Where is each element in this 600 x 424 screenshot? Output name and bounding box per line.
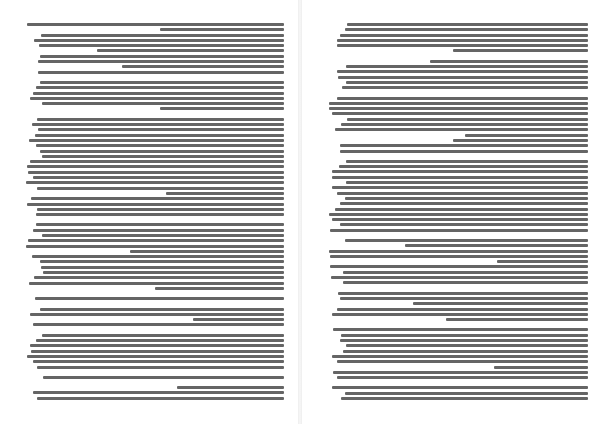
text-line (337, 192, 588, 195)
text-line (25, 218, 284, 222)
text-line (155, 287, 285, 290)
text-line (33, 92, 284, 95)
text-line (345, 392, 588, 395)
text-line (340, 339, 588, 342)
text-line (330, 255, 588, 258)
left-page-text-column (25, 23, 284, 400)
text-line (30, 97, 284, 100)
text-line (340, 202, 588, 205)
text-line (42, 155, 284, 158)
text-line (405, 244, 588, 247)
text-line (30, 160, 284, 163)
text-line (335, 128, 588, 131)
text-line (26, 245, 284, 248)
text-line (38, 71, 284, 74)
text-line (329, 107, 588, 110)
text-line (342, 86, 588, 89)
text-line (343, 281, 588, 284)
text-line (494, 366, 588, 369)
text-line (36, 223, 284, 226)
text-line (329, 323, 588, 327)
text-line (332, 176, 588, 179)
left-page (0, 0, 296, 424)
text-line (42, 234, 284, 237)
text-line (122, 65, 284, 68)
text-line (33, 391, 284, 394)
text-line (346, 181, 588, 184)
text-line (413, 302, 588, 305)
text-line (331, 276, 588, 279)
text-line (337, 376, 588, 379)
text-line (36, 144, 284, 147)
text-line (25, 303, 284, 307)
text-line (36, 86, 284, 89)
text-line (28, 171, 284, 174)
text-line (193, 318, 284, 321)
text-line (29, 139, 284, 142)
text-line (345, 239, 588, 242)
text-line (36, 339, 284, 342)
text-line (333, 328, 588, 331)
text-line (34, 276, 284, 279)
text-line (341, 397, 588, 400)
text-line (42, 334, 284, 337)
text-line (166, 192, 284, 195)
text-line (329, 102, 588, 105)
text-line (37, 118, 284, 121)
text-line (338, 76, 588, 79)
text-line (329, 250, 588, 253)
text-line (343, 350, 588, 353)
text-line (333, 371, 588, 374)
text-line (33, 323, 284, 326)
text-line (160, 107, 284, 110)
text-line (37, 366, 284, 369)
text-line (40, 55, 284, 58)
text-line (130, 250, 284, 253)
text-line (341, 123, 588, 126)
text-line (497, 260, 588, 263)
text-line (33, 229, 284, 232)
text-line (97, 49, 284, 52)
text-line (40, 81, 284, 84)
text-line (339, 165, 588, 168)
text-line (27, 355, 284, 358)
text-line (340, 34, 588, 37)
text-line (29, 282, 284, 285)
text-line (329, 155, 588, 159)
text-line (31, 197, 284, 200)
text-line (26, 181, 284, 184)
text-line (31, 350, 284, 353)
text-line (27, 23, 284, 26)
text-line (43, 376, 284, 379)
text-line (332, 186, 588, 189)
text-line (332, 218, 588, 221)
text-line (340, 297, 588, 300)
text-line (30, 344, 284, 347)
text-line (33, 176, 284, 179)
text-line (332, 170, 588, 173)
text-line (453, 139, 588, 142)
text-line (329, 381, 588, 385)
text-line (36, 213, 284, 216)
text-line (340, 144, 588, 147)
text-line (39, 44, 284, 47)
text-line (465, 134, 588, 137)
text-line (25, 76, 284, 80)
text-line (330, 229, 588, 232)
text-line (346, 344, 588, 347)
text-line (332, 355, 588, 358)
text-line (160, 28, 284, 31)
text-line (42, 102, 284, 105)
text-line (329, 55, 588, 59)
text-line (25, 292, 284, 296)
text-line (25, 113, 284, 117)
text-line (346, 65, 588, 68)
text-line (347, 118, 588, 121)
right-page (304, 0, 600, 424)
text-line (35, 134, 284, 137)
text-line (32, 123, 284, 126)
text-line (30, 313, 284, 316)
text-line (27, 203, 284, 206)
text-line (332, 386, 588, 389)
text-line (329, 213, 588, 216)
text-line (32, 255, 284, 258)
text-line (28, 239, 284, 242)
text-line (43, 271, 284, 274)
text-line (337, 39, 588, 42)
page-gutter (298, 0, 302, 424)
text-line (25, 329, 284, 333)
text-line (430, 60, 588, 63)
text-line (337, 44, 588, 47)
text-line (33, 360, 284, 363)
text-line (37, 397, 284, 400)
text-line (345, 28, 588, 31)
text-line (345, 197, 588, 200)
text-line (329, 92, 588, 96)
text-line (446, 318, 588, 321)
text-line (340, 150, 588, 153)
text-line (329, 287, 588, 291)
text-line (335, 208, 588, 211)
text-line (337, 70, 588, 73)
text-line (332, 112, 588, 115)
text-line (27, 165, 284, 168)
text-line (41, 266, 284, 269)
text-line (346, 81, 588, 84)
text-line (332, 313, 588, 316)
text-line (38, 60, 284, 63)
text-line (41, 34, 284, 37)
text-line (35, 297, 284, 300)
text-line (25, 371, 284, 375)
text-line (40, 150, 284, 153)
text-line (337, 97, 588, 100)
text-line (340, 223, 588, 226)
text-line (34, 39, 284, 42)
text-line (337, 308, 588, 311)
text-line (25, 381, 284, 385)
right-page-text-column (329, 23, 588, 400)
text-line (40, 308, 284, 311)
text-line (177, 386, 284, 389)
text-line (330, 265, 588, 268)
text-line (337, 360, 588, 363)
text-line (37, 187, 284, 190)
text-line (38, 128, 284, 131)
text-line (37, 208, 284, 211)
text-line (329, 234, 588, 238)
text-line (347, 23, 588, 26)
text-line (341, 334, 588, 337)
text-line (343, 271, 588, 274)
text-line (40, 260, 284, 263)
text-line (453, 49, 588, 52)
text-line (338, 292, 588, 295)
text-line (346, 160, 588, 163)
